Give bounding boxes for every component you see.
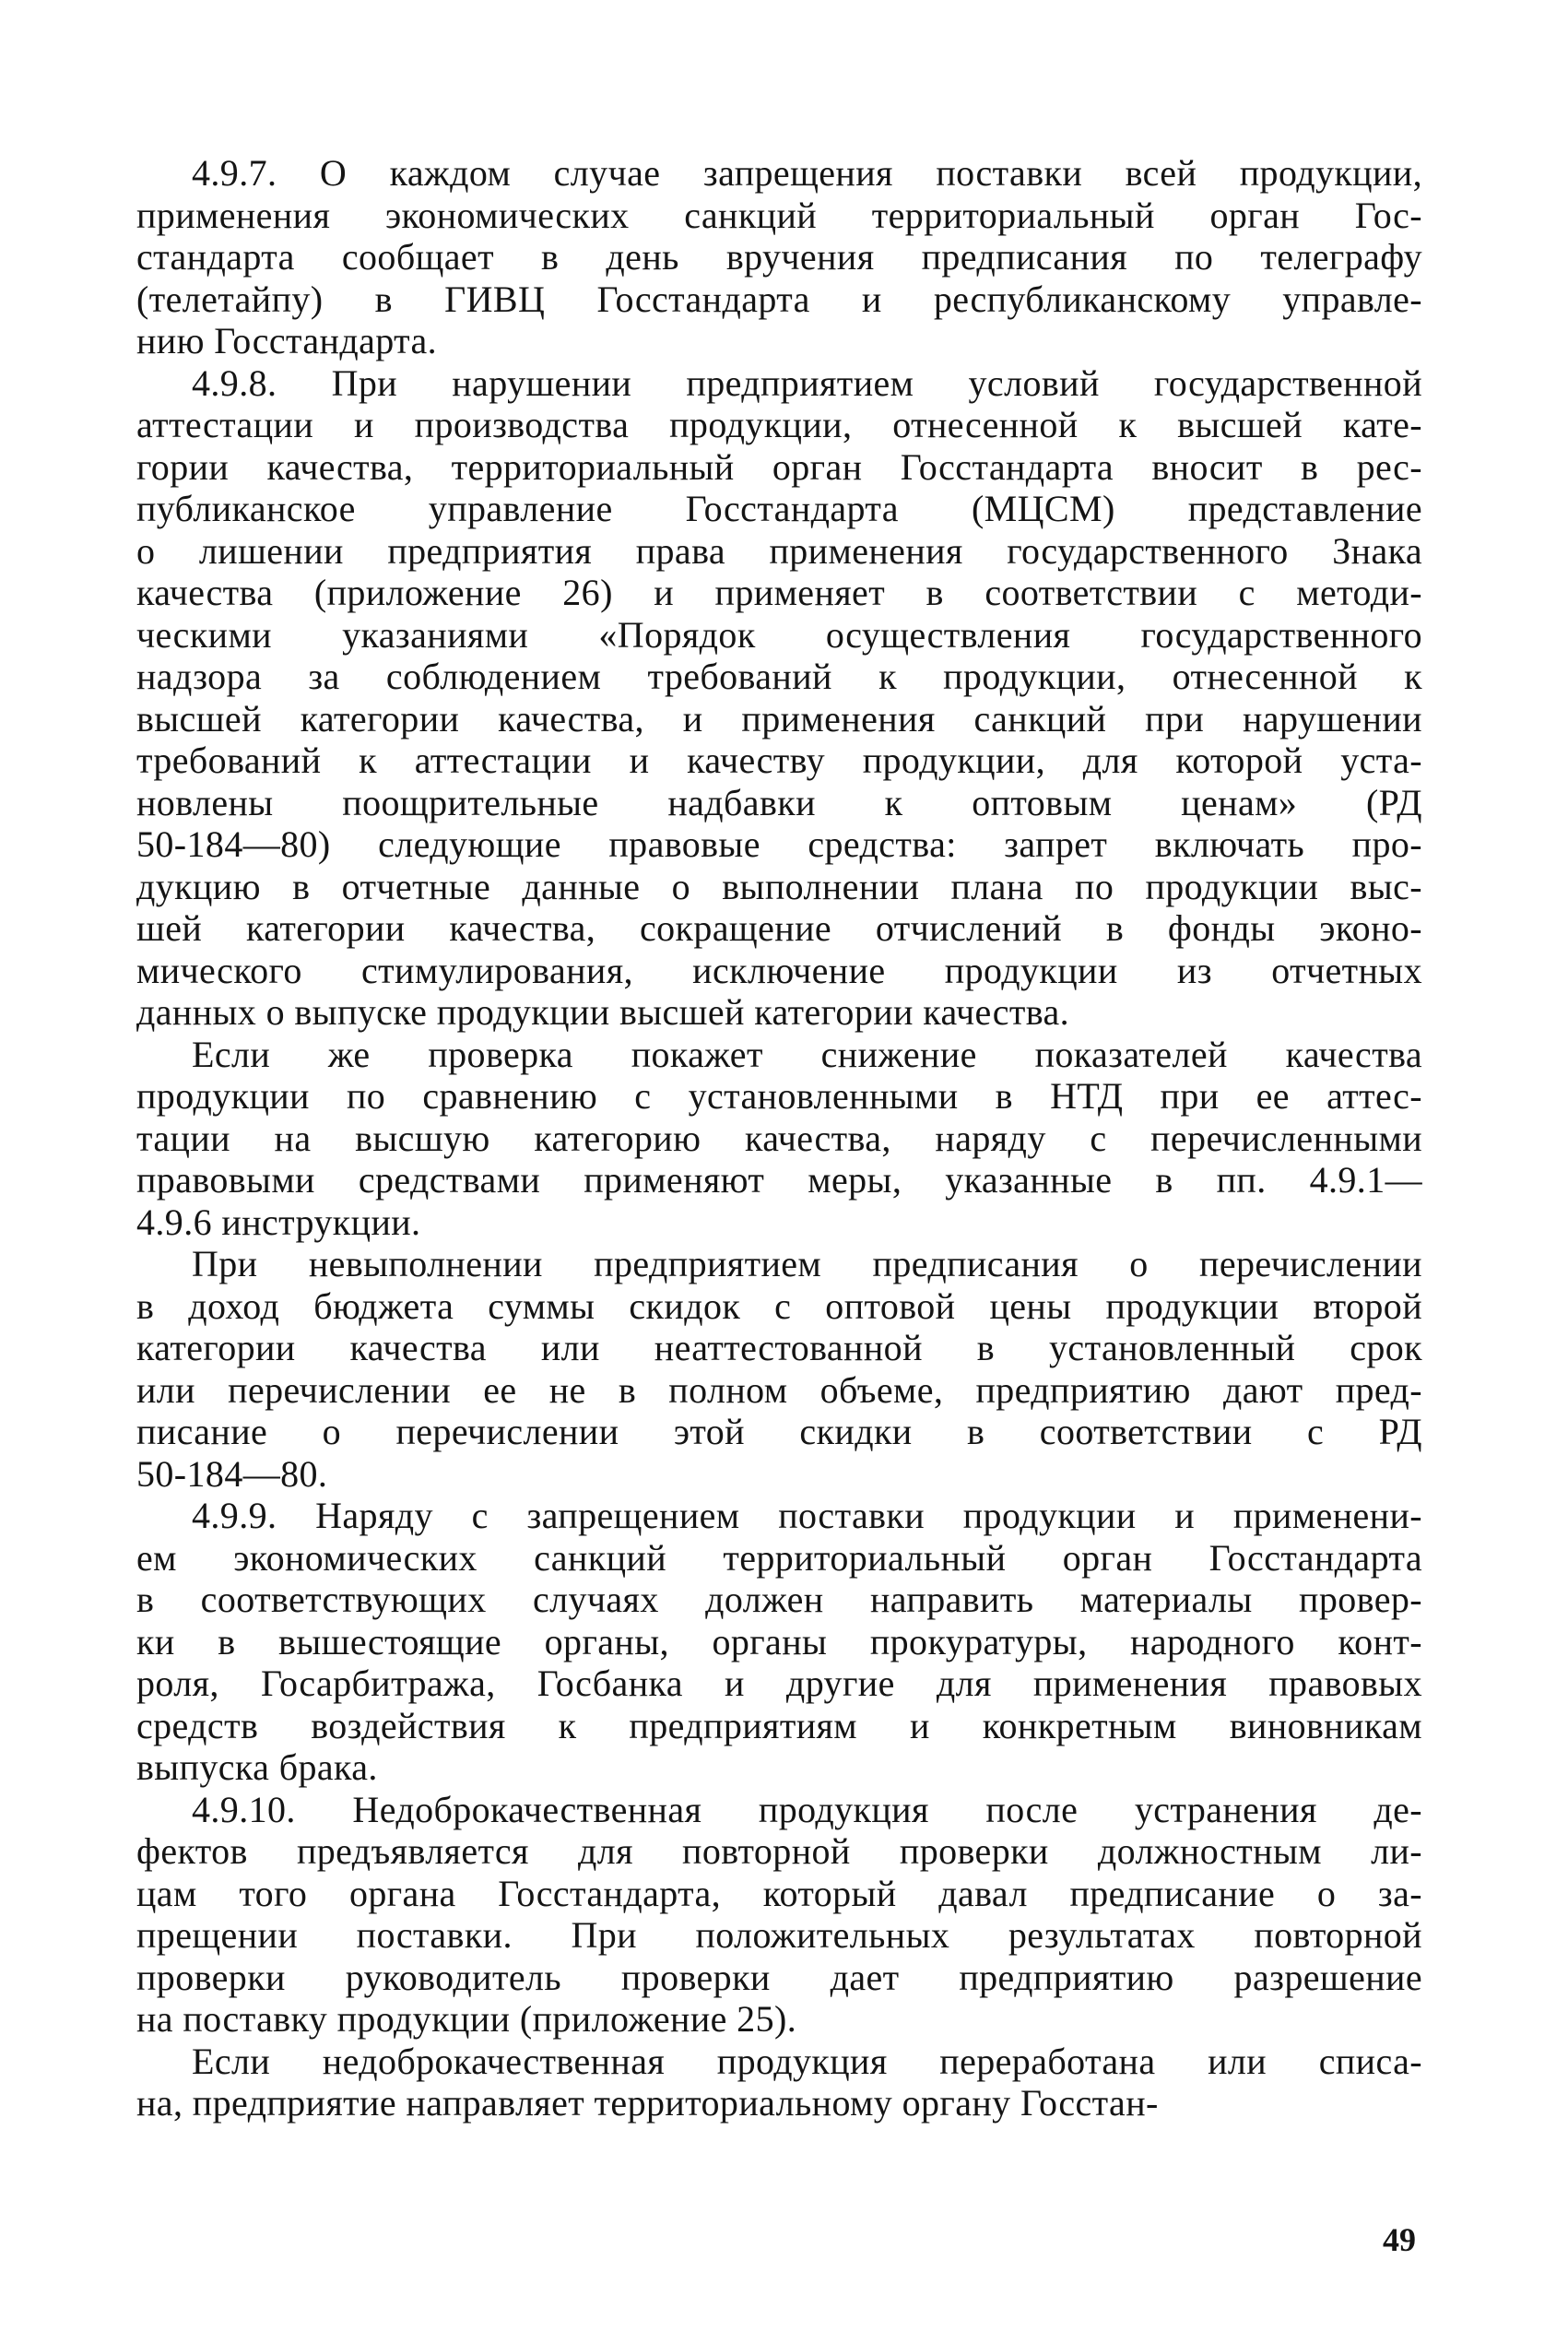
paragraph — [136, 362, 1422, 1034]
text-line: 4.9.9. Наряду с запрещением поставки продукции и применени- — [192, 1495, 1422, 1536]
paragraph — [136, 1789, 1422, 2041]
text-line: стандарта сообщает в день вручения предписания по телеграфу — [136, 236, 1422, 278]
text-line: Если же проверка покажет снижение показателей качества — [192, 1033, 1422, 1075]
paragraph — [136, 1243, 1422, 1495]
text-line: публиканское управление Госстандарта (МЦСМ) представление — [136, 488, 1422, 529]
text-line: гории качества, территориальный орган Госстандарта вносит в рес- — [136, 445, 1422, 488]
text-body — [136, 152, 1422, 2124]
text-line: данных о выпуске продукции высшей категории качества. — [136, 991, 1070, 1033]
text-line: шей категории качества, сокращение отчислений в фонды эконо- — [136, 907, 1422, 949]
text-line: проверки руководитель проверки дает предприятию разрешение — [136, 1956, 1422, 1998]
text-line: аттестации и производства продукции, отнесенной к высшей кате- — [136, 404, 1422, 445]
text-line: 4.9.6 инструкции. — [136, 1201, 421, 1243]
text-line: продукции по сравнению с установленными в НТД при ее аттес- — [136, 1075, 1422, 1117]
text-line: на, предприятие направляет территориальному органу Госстан- — [136, 2082, 1159, 2124]
text-line: на поставку продукции (приложение 25). — [136, 1998, 797, 2040]
text-line: тации на высшую категорию качества, наряду с перечисленными — [136, 1117, 1422, 1159]
text-line: писание о перечислении этой скидки в соответствии с РД — [136, 1411, 1422, 1452]
text-line: 50-184—80) следующие правовые средства: запрет включать про- — [136, 823, 1422, 865]
text-line: При невыполнении предприятием предписания о перечислении — [192, 1243, 1422, 1284]
text-line: 50-184—80. — [136, 1452, 328, 1495]
text-line: качества (приложение 26) и применяет в соответствии с методи- — [136, 572, 1422, 613]
text-line: цам того органа Госстандарта, который давал предписание о за- — [136, 1872, 1422, 1914]
text-line: Если недоброкачественная продукция переработана или списа- — [192, 2040, 1422, 2082]
paragraph — [136, 1495, 1422, 1789]
text-line: применения экономических санкций территориальный орган Гос- — [136, 194, 1422, 236]
text-line: выпуска брака. — [136, 1746, 378, 1788]
paragraph — [136, 2041, 1422, 2124]
text-line: дукцию в отчетные данные о выполнении плана по продукции выс- — [136, 865, 1422, 907]
text-line: 4.9.8. При нарушении предприятием условий государственной — [192, 361, 1422, 404]
text-line: прещении поставки. При положительных результатах повторной — [136, 1914, 1422, 1956]
text-line: средств воздействия к предприятиям и конкретным виновникам — [136, 1704, 1422, 1746]
text-line: роля, Госарбитража, Госбанка и другие для применения правовых — [136, 1662, 1422, 1704]
text-line: требований к аттестации и качеству продукции, для которой уста- — [136, 740, 1422, 781]
text-line: о лишении предприятия права применения государственного Знака — [136, 529, 1422, 572]
paragraph — [136, 152, 1422, 362]
text-line: нию Госстандарта. — [136, 320, 438, 361]
text-line: новлены поощрительные надбавки к оптовым ценам» (РД — [136, 781, 1422, 823]
text-line: 4.9.7. О каждом случае запрещения поставки всей продукции, — [192, 152, 1422, 194]
text-line: мического стимулирования, исключение продукции из отчетных — [136, 949, 1422, 991]
text-line: правовыми средствами применяют меры, указанные в пп. 4.9.1— — [136, 1159, 1422, 1201]
page-number: 49 — [1383, 2221, 1416, 2258]
text-line: фектов предъявляется для повторной проверки должностным ли- — [136, 1830, 1422, 1872]
text-line: надзора за соблюдением требований к продукции, отнесенной к — [136, 656, 1422, 697]
text-line: или перечислении ее не в полном объеме, предприятию дают пред- — [136, 1368, 1422, 1411]
text-line: ческими указаниями «Порядок осуществления государственного — [136, 613, 1422, 656]
text-line: категории качества или неаттестованной в установленный срок — [136, 1327, 1422, 1368]
paragraph — [136, 1034, 1422, 1244]
text-line: ем экономических санкций территориальный орган Госстандарта — [136, 1536, 1422, 1579]
text-line: 4.9.10. Недоброкачественная продукция после устранения де- — [192, 1788, 1422, 1830]
text-line: в доход бюджета суммы скидок с оптовой цены продукции второй — [136, 1284, 1422, 1327]
text-line: в соответствующих случаях должен направить материалы провер- — [136, 1579, 1422, 1620]
text-line: высшей категории качества, и применения санкций при нарушении — [136, 697, 1422, 740]
text-line: ки в вышестоящие органы, органы прокуратуры, народного конт- — [136, 1620, 1422, 1662]
text-line: (телетайпу) в ГИВЦ Госстандарта и республиканскому управле- — [136, 278, 1422, 320]
